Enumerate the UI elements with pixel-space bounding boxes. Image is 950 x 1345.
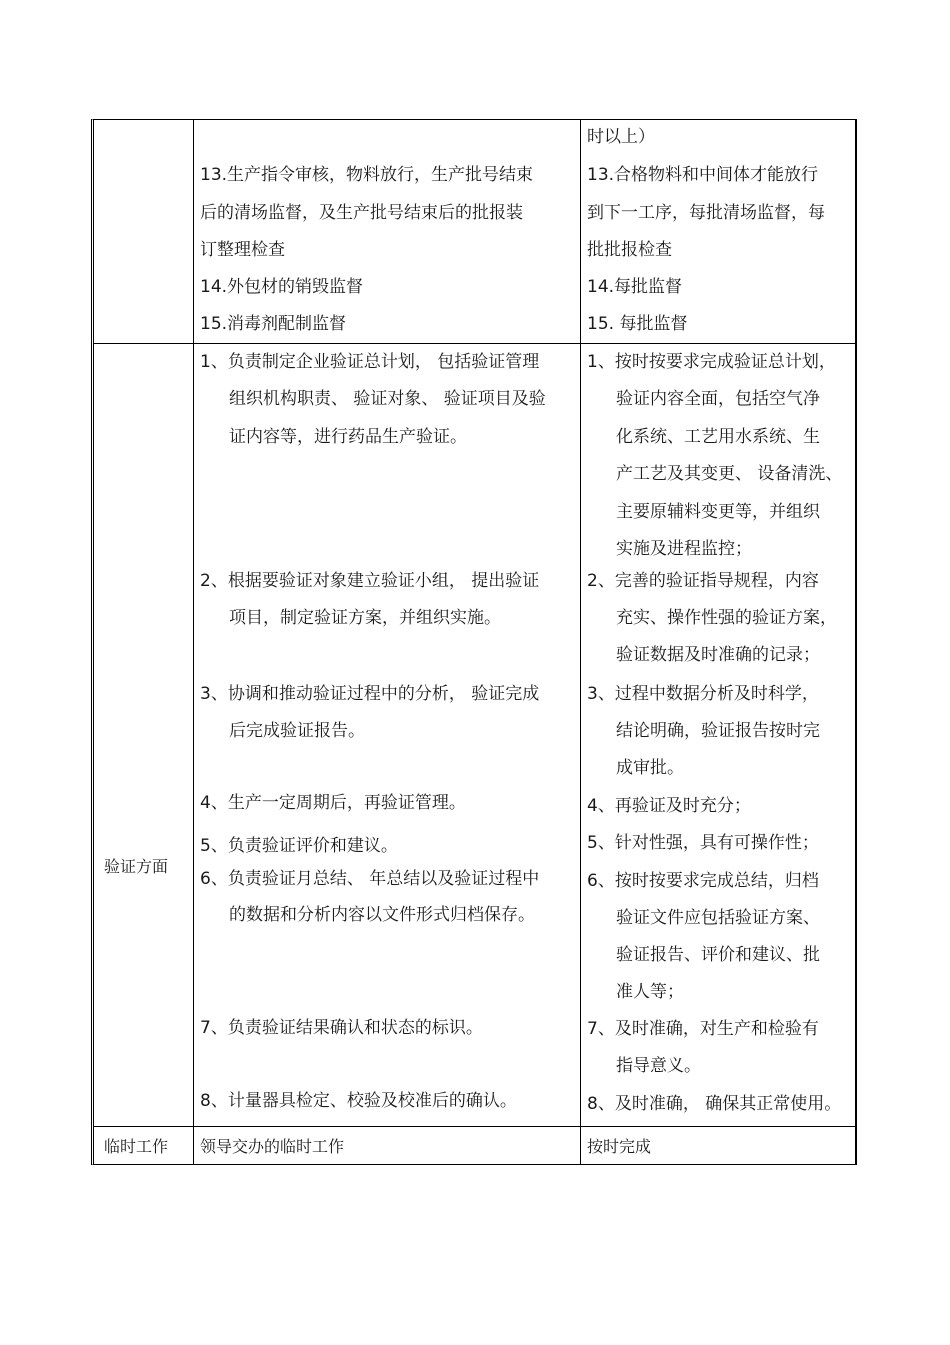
standard-line: 批批报检查 (587, 240, 672, 260)
duty-line: 项目，制定验证方案，并组织实施。 (229, 608, 501, 628)
standard-line: 实施及进程监控； (616, 539, 752, 559)
standard-line: 化系统、工艺用水系统、生 (616, 427, 820, 447)
duty-line: 4、生产一定周期后，再验证管理。 (200, 793, 466, 813)
duty-line: 组织机构职责、 验证对象、 验证项目及验 (229, 389, 546, 409)
standard-line: 1、按时按要求完成验证总计划， (587, 352, 836, 372)
standard-line: 7、及时准确，对生产和检验有 (587, 1019, 819, 1039)
standard-line: 4、再验证及时充分； (587, 796, 751, 816)
duty-line: 后完成验证报告。 (229, 721, 365, 741)
duty-line: 8、计量器具检定、校验及校准后的确认。 (200, 1091, 517, 1111)
standard-line: 5、针对性强，具有可操作性； (587, 833, 819, 853)
standard-line: 主要原辅料变更等，并组织 (616, 502, 820, 522)
standard-line: 充实、操作性强的验证方案， (616, 608, 837, 628)
duty-line: 3、协调和推动验证过程中的分析， 验证完成 (200, 684, 540, 704)
duty-line: 7、负责验证结果确认和状态的标识。 (200, 1018, 483, 1038)
standard-line: 按时完成 (587, 1137, 652, 1156)
duty-line: 的数据和分析内容以文件形式归档保存。 (229, 905, 535, 925)
standard-line: 2、完善的验证指导规程，内容 (587, 571, 819, 591)
standard-line: 14.每批监督 (587, 277, 683, 297)
duty-line: 6、负责验证月总结、 年总结以及验证过程中 (200, 869, 540, 889)
row-divider-1 (94, 343, 855, 344)
duty-line: 5、负责验证评价和建议。 (200, 836, 398, 856)
standard-line: 成审批。 (616, 758, 684, 778)
category-label: 临时工作 (104, 1137, 169, 1156)
standard-line: 验证数据及时准确的记录； (616, 645, 820, 665)
standard-line: 验证文件应包括验证方案、 (616, 908, 820, 928)
duty-line: 1、负责制定企业验证总计划， 包括验证管理 (200, 352, 540, 372)
standard-line: 时以上） (587, 127, 655, 147)
duty-line: 证内容等，进行药品生产验证。 (229, 427, 467, 447)
standard-line: 产工艺及其变更、 设备清洗、 (616, 464, 843, 484)
standard-line: 指导意义。 (616, 1056, 701, 1076)
category-label: 验证方面 (104, 857, 169, 876)
duty-line: 后的清场监督，及生产批号结束后的批报装 (200, 203, 523, 223)
standard-line: 准人等； (616, 982, 684, 1002)
standard-line: 验证内容全面，包括空气净 (616, 389, 820, 409)
row-divider-2 (94, 1126, 855, 1127)
duty-line: 13.生产指令审核，物料放行，生产批号结束 (200, 165, 534, 185)
standard-line: 8、及时准确， 确保其正常使用。 (587, 1094, 842, 1114)
standard-line: 15. 每批监督 (587, 314, 688, 334)
duty-line: 2、根据要验证对象建立验证小组， 提出验证 (200, 571, 540, 591)
standard-line: 结论明确，验证报告按时完 (616, 721, 820, 741)
column-divider-1 (193, 120, 194, 1164)
duty-line: 领导交办的临时工作 (200, 1137, 345, 1156)
standard-line: 到下一工序，每批清场监督，每 (587, 203, 825, 223)
standard-line: 13.合格物料和中间体才能放行 (587, 165, 819, 185)
duty-line: 订整理检查 (200, 240, 285, 260)
standard-line: 6、按时按要求完成总结，归档 (587, 871, 819, 891)
standard-line: 验证报告、评价和建议、批 (616, 945, 820, 965)
duty-line: 14.外包材的销毁监督 (200, 277, 364, 297)
column-divider-2 (580, 120, 581, 1164)
duty-line: 15.消毒剂配制监督 (200, 314, 347, 334)
duty-table (91, 119, 857, 1165)
standard-line: 3、过程中数据分析及时科学， (587, 684, 819, 704)
